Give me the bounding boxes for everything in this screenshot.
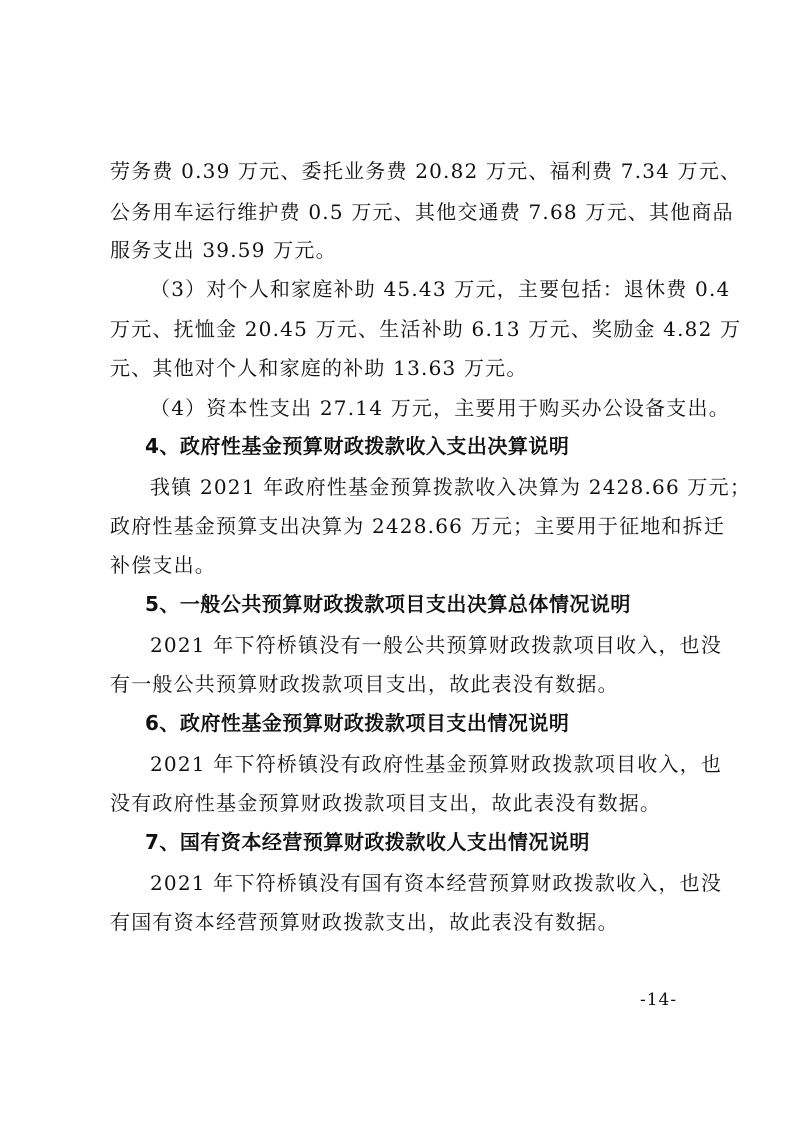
body-text-line: 没有政府性基金预算财政拨款项目支出，故此表没有数据。 bbox=[110, 791, 662, 815]
section-heading: 5、一般公共预算财政拨款项目支出决算总体情况说明 bbox=[145, 592, 631, 616]
body-text-line: 服务支出 39.59 万元。 bbox=[110, 238, 337, 262]
body-text-line: 有国有资本经营预算财政拨款支出，故此表没有数据。 bbox=[110, 910, 619, 934]
section-heading: 4、政府性基金预算财政拨款收入支出决算说明 bbox=[145, 434, 570, 458]
body-text-line: 元、其他对个人和家庭的补助 13.63 万元。 bbox=[110, 356, 528, 380]
page-number: -14- bbox=[640, 990, 678, 1010]
body-text-line: （3）对个人和家庭补助 45.43 万元，主要包括：退休费 0.4 bbox=[150, 277, 731, 301]
body-text-line: 公务用车运行维护费 0.5 万元、其他交通费 7.68 万元、其他商品 bbox=[110, 200, 734, 224]
body-text-line: 2021 年下符桥镇没有国有资本经营预算财政拨款收入，也没 bbox=[150, 871, 723, 895]
body-text-line: 补偿支出。 bbox=[110, 553, 216, 577]
body-text-line: 我镇 2021 年政府性基金预算拨款收入决算为 2428.66 万元； bbox=[150, 475, 752, 499]
body-text-line: 劳务费 0.39 万元、委托业务费 20.82 万元、福利费 7.34 万元、 bbox=[110, 159, 742, 183]
section-heading: 7、国有资本经营预算财政拨款收人支出情况说明 bbox=[145, 830, 590, 854]
body-text-line: （4）资本性支出 27.14 万元，主要用于购买办公设备支出。 bbox=[150, 396, 730, 420]
body-text-line: 2021 年下符桥镇没有政府性基金预算财政拨款项目收入，也 bbox=[150, 752, 723, 776]
body-text-line: 万元、抚恤金 20.45 万元、生活补助 6.13 万元、奖励金 4.82 万 bbox=[110, 317, 742, 341]
section-heading: 6、政府性基金预算财政拨款项目支出情况说明 bbox=[145, 711, 570, 735]
body-text-line: 有一般公共预算财政拨款项目支出，故此表没有数据。 bbox=[110, 672, 619, 696]
body-text-line: 2021 年下符桥镇没有一般公共预算财政拨款项目收入，也没 bbox=[150, 633, 723, 657]
body-text-line: 政府性基金预算支出决算为 2428.66 万元；主要用于征地和拆迁 bbox=[110, 514, 726, 538]
